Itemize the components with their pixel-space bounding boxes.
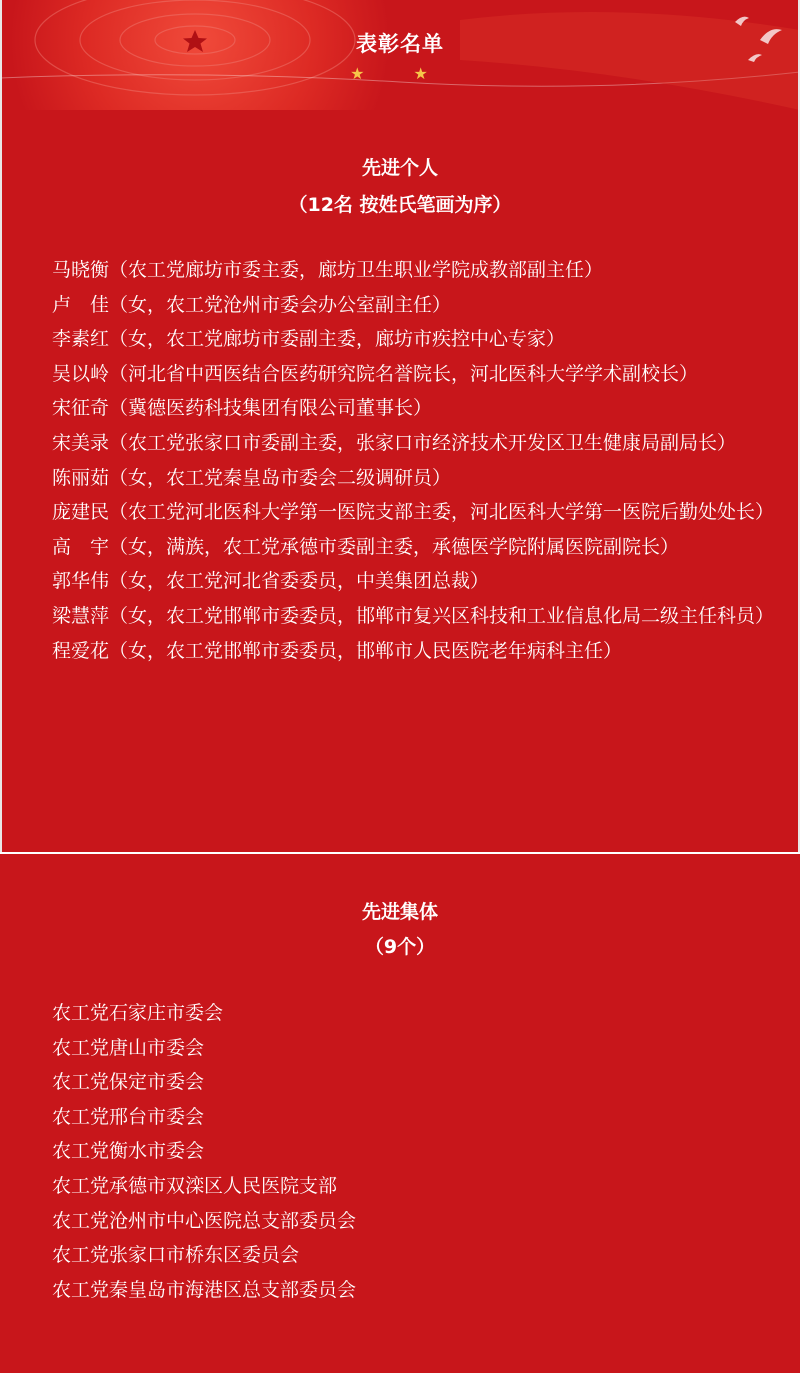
- list-item: 农工党张家口市桥东区委员会: [52, 1244, 300, 1267]
- list-item: 农工党石家庄市委会: [52, 1002, 224, 1024]
- left-edge-line: [0, 0, 2, 852]
- list-item: 宋美录（农工党张家口市委副主委，张家口市经济技术开发区卫生健康局副局长）: [52, 431, 737, 454]
- list-item: 卢 佳（女，农工党沧州市委会办公室副主任）: [52, 293, 452, 316]
- list-item: 李素红（女，农工党廊坊市委副主委，廊坊市疾控中心专家）: [52, 328, 566, 351]
- header-banner: [0, 0, 800, 110]
- list-item: 农工党秦皇岛市海港区总支部委员会: [52, 1278, 357, 1301]
- collectives-list: [22, 996, 782, 1307]
- list-item: 庞建民（农工党河北医科大学第一医院支部主委，河北医科大学第一医院后勤处处长）: [52, 501, 775, 524]
- section-divider: [0, 852, 800, 854]
- list-item: 农工党唐山市委会: [52, 1036, 205, 1059]
- list-item: 农工党保定市委会: [52, 1071, 205, 1094]
- individuals-list: [22, 253, 782, 668]
- collectives-subheading: （9个）: [364, 936, 436, 958]
- banner-title: 表彰名单: [356, 32, 444, 56]
- list-item: 农工党衡水市委会: [52, 1140, 205, 1163]
- individuals-heading: 先进个人: [361, 157, 438, 179]
- list-item: 吴以岭（河北省中西医结合医药研究院名誉院长，河北医科大学学术副校长）: [52, 362, 699, 385]
- list-item: 宋征奇（冀德医药科技集团有限公司董事长）: [52, 397, 433, 420]
- list-item: 农工党承德市双滦区人民医院支部: [52, 1174, 338, 1197]
- list-item: 郭华伟（女，农工党河北省委委员，中美集团总裁）: [52, 570, 490, 593]
- list-item: 高 宇（女，满族，农工党承德市委副主委，承德医学院附属医院副院长）: [52, 535, 680, 558]
- list-item: 陈丽茹（女，农工党秦皇岛市委会二级调研员）: [52, 466, 452, 489]
- list-item: 农工党沧州市中心医院总支部委员会: [52, 1209, 357, 1232]
- list-item: 马晓衡（农工党廊坊市委主委，廊坊卫生职业学院成教部副主任）: [52, 259, 604, 281]
- list-item: 农工党邢台市委会: [52, 1105, 205, 1128]
- individuals-subheading: （12名 按姓氏笔画为序）: [288, 194, 512, 216]
- list-item: 梁慧萍（女，农工党邯郸市委委员，邯郸市复兴区科技和工业信息化局二级主任科员）: [52, 604, 775, 627]
- title-stars-icon: ★ ★: [350, 64, 450, 83]
- list-item: 程爱花（女，农工党邯郸市委委员，邯郸市人民医院老年病科主任）: [52, 639, 623, 662]
- collectives-heading: 先进集体: [361, 901, 438, 923]
